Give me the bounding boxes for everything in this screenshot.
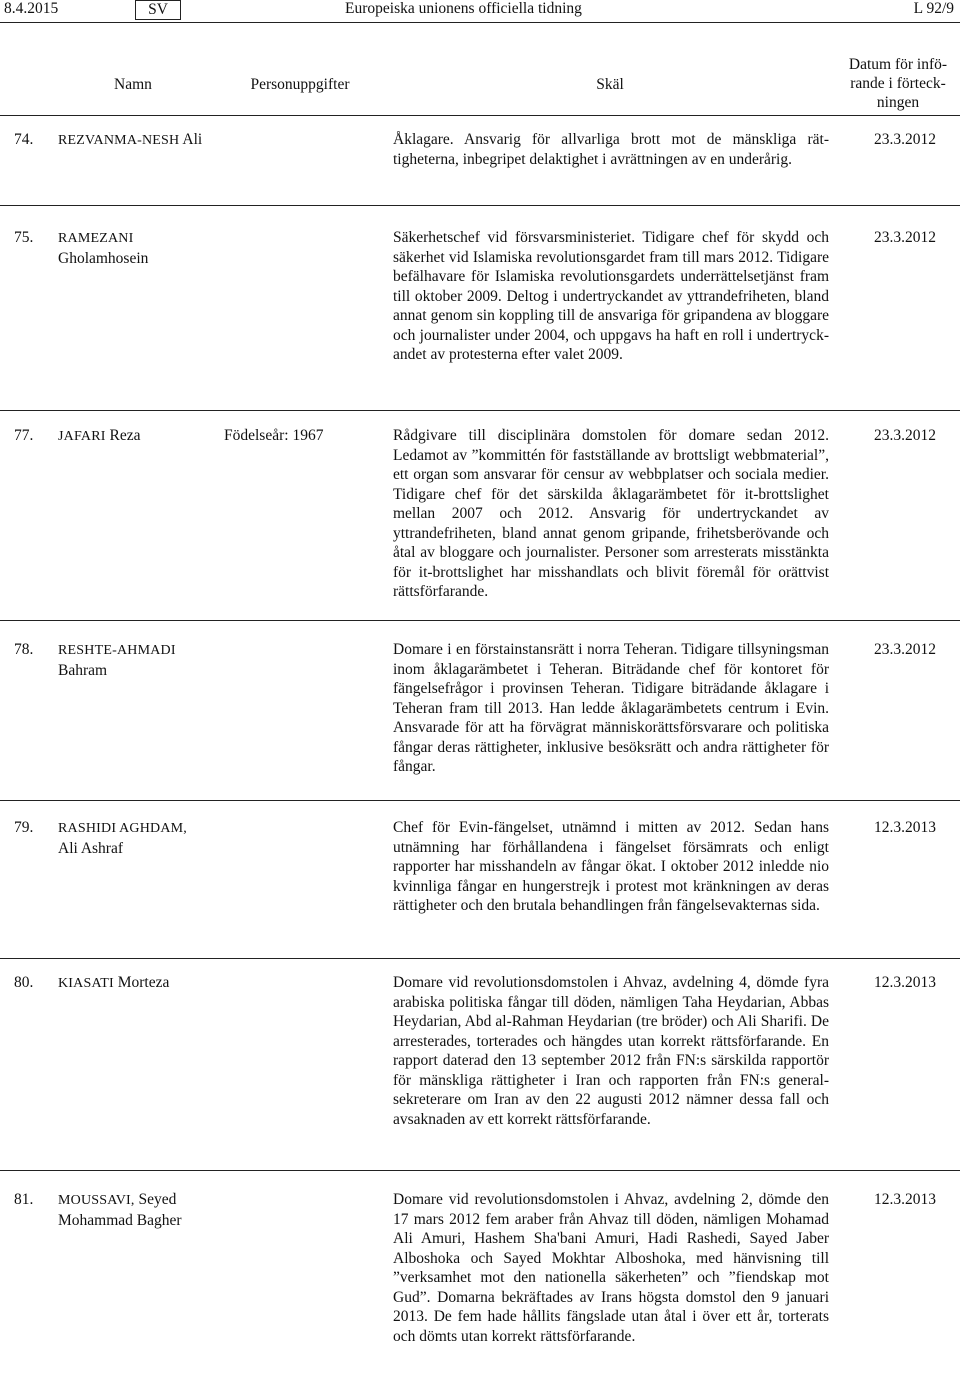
language-code: SV bbox=[135, 0, 181, 20]
entry-reason: Rådgivare till disciplinära domstolen för domare sedan 2012. Ledamot av ”kommittén för fastställande av brottsligt webbmaterial”, ett organ som ansvarar för censur av webbplatser och sociala medier. Tidigare chef för det särskilda åklagarämbetet för it-brottslighet mellan 2007 och 2012. Ansvarig för undertryckandet av yttrandefriheten, bland annat genom gripande, frihetsberövande och åtal av bloggare och journalister. Personer som arresterats misstänkta för it-brottslighet har misshandlats och blivit föremål för orättvist rättsförfarande. bbox=[393, 427, 829, 600]
entry-name bbox=[58, 228, 208, 268]
column-header-reason: Skäl bbox=[596, 76, 624, 93]
entry-reason: Domare i en förstainstansrätt i norra Teheran. Tidigare tillsyningsman inom åklagarämbetet i Teheran. Biträdande chef för kontoret för fängelsefrågor i provinsen Teheran. Tidigare biträdande åklagare i Teheran fram till 2013. Han ledde åklagarämbetets centrum i Evin. Ansvarade för att ha förvägrat människorättsförsvarare och politiska fångar deras rättigheter, inklusive besöksrätt och andra rättigheter för fångar. bbox=[393, 641, 829, 775]
row-separator bbox=[0, 410, 960, 411]
entry-surname: KIASATI bbox=[58, 976, 114, 991]
entry-given-name: Ali bbox=[179, 131, 203, 148]
table-header-rule bbox=[0, 115, 960, 116]
entry-surname: JAFARI bbox=[58, 429, 106, 444]
entry-listing-date: 12.3.2013 bbox=[874, 1191, 936, 1208]
entry-name bbox=[58, 640, 208, 680]
entry-reason: Domare vid revolutionsdomstolen i Ahvaz, avdelning 2, dömde den 17 mars 2012 fem araber från Ahvaz till döden, nämligen Mohamad Ali Amuri, Hashem Sha'bani Amuri, Hadi Rashedi, Sayed Jaber Alboshoka och Sayed Mokhtar Alboshoka, med hänvisning till ”verksamhet mot den nationella säkerheten” och ”fiendskap mot Gud”. Domarna bekräftades av Irans högsta domstol den 9 januari 2013. De fem hade hållits fängslade utan åtal i över ett år, torterats och dömts utan korrekt rättsförfarande. bbox=[393, 1191, 829, 1345]
entry-given-name: Seyed Mohammad Bagher bbox=[58, 1191, 182, 1229]
row-separator bbox=[0, 800, 960, 801]
entry-reason: Säkerhetschef vid försvarsministeriet. Tidigare chef för skydd och säkerhet vid Islamiska revolutionsgardet fram till mars 2012. Tidigare befälhavare för Islamiska revolutionsgardets underrättelsetjänst fram till oktober 2009. Deltog i undertryckandet av yttrandefriheten, bland annat genom sin koppling till de ansvariga för gripandena av bloggare och journalister under 2004, och uppgavs ha haft en roll i undertryckandet av protesterna efter valet 2009. bbox=[393, 229, 829, 363]
entry-given-name: Gholamhosein bbox=[58, 249, 149, 267]
entry-reason: Domare vid revolutionsdomstolen i Ahvaz, avdelning 4, dömde fyra arabiska politiska fångar till döden, nämligen Taha Heydarian, Abbas Heydarian, Abd al-Rahman Heydarian (tre bröder) och Ali Sharifi. De arresterades, torterades och hängdes utan korrekt rättsförfarande. En rapport daterad den 13 september 2012 från FN:s särskilda rapportör för mänskliga rättigheter i Iran och rapporten från FN:s generalsekreterare om Iran av den 22 augusti 2012 nämner dessa fall och avsaknaden av ett korrekt rättsförfarande. bbox=[393, 974, 829, 1128]
entry-listing-date: 23.3.2012 bbox=[874, 641, 936, 658]
entry-reason: Åklagare. Ansvarig för allvarliga brott mot de mänskliga rättigheterna, inbegripet delaktighet i avrättningen av en underårig. bbox=[393, 131, 829, 168]
entry-given-name: Ali Ashraf bbox=[58, 839, 124, 857]
entry-surname: RAMEZANI bbox=[58, 231, 134, 246]
entry-reason: Chef för Evin-fängelset, utnämnd i mitten av 2012. Sedan hans utnämning har förhållandena i fängelset försämrats och enligt rapporter har misshandeln av fångar ökat. I oktober 2012 inledde nio kvinnliga fångar en hungerstrejk i protest mot kränkningen av deras rättigheter och den brutala behandlingen från fängelsevakternas sida. bbox=[393, 819, 829, 914]
entry-number: 79. bbox=[14, 819, 34, 836]
row-separator bbox=[0, 620, 960, 621]
column-header-info: Personuppgifter bbox=[250, 76, 350, 93]
entry-listing-date: 23.3.2012 bbox=[874, 229, 936, 246]
entry-number: 81. bbox=[14, 1191, 34, 1208]
publication-date: 8.4.2015 bbox=[4, 0, 59, 17]
entry-name bbox=[58, 818, 208, 858]
entry-number: 80. bbox=[14, 974, 34, 991]
entry-listing-date: 23.3.2012 bbox=[874, 131, 936, 148]
entry-given-name: Bahram bbox=[58, 661, 108, 679]
entry-listing-date: 23.3.2012 bbox=[874, 427, 936, 444]
entry-name bbox=[58, 130, 208, 151]
entry-name bbox=[58, 1190, 208, 1230]
entry-personal-info: Födelseår: 1967 bbox=[224, 427, 324, 444]
entry-number: 77. bbox=[14, 427, 34, 444]
column-header-name: Namn bbox=[114, 76, 152, 93]
entry-listing-date: 12.3.2013 bbox=[874, 974, 936, 991]
entry-given-name: Morteza bbox=[113, 974, 170, 991]
row-separator bbox=[0, 205, 960, 206]
header-rule bbox=[0, 22, 960, 23]
journal-title: Europeiska unionens officiella tidning bbox=[345, 0, 582, 17]
page-header bbox=[0, 0, 960, 22]
entry-surname: RASHIDI AGHDAM, bbox=[58, 821, 188, 836]
entry-name bbox=[58, 426, 208, 447]
page-reference: L 92/9 bbox=[913, 0, 954, 17]
entry-number: 74. bbox=[14, 131, 34, 148]
entry-number: 75. bbox=[14, 229, 34, 246]
entry-surname: RESHTE-AHMADI bbox=[58, 643, 176, 658]
entry-surname: REZVANMA-NESH bbox=[58, 133, 180, 148]
entry-number: 78. bbox=[14, 641, 34, 658]
entry-listing-date: 12.3.2013 bbox=[874, 819, 936, 836]
entry-given-name: Reza bbox=[105, 427, 141, 444]
entry-surname: MOUSSAVI, bbox=[58, 1193, 135, 1208]
row-separator bbox=[0, 958, 960, 959]
row-separator bbox=[0, 1170, 960, 1171]
entry-name bbox=[58, 973, 208, 994]
column-header-date: Datum för infö- rande i förteck- ningen bbox=[848, 56, 948, 111]
